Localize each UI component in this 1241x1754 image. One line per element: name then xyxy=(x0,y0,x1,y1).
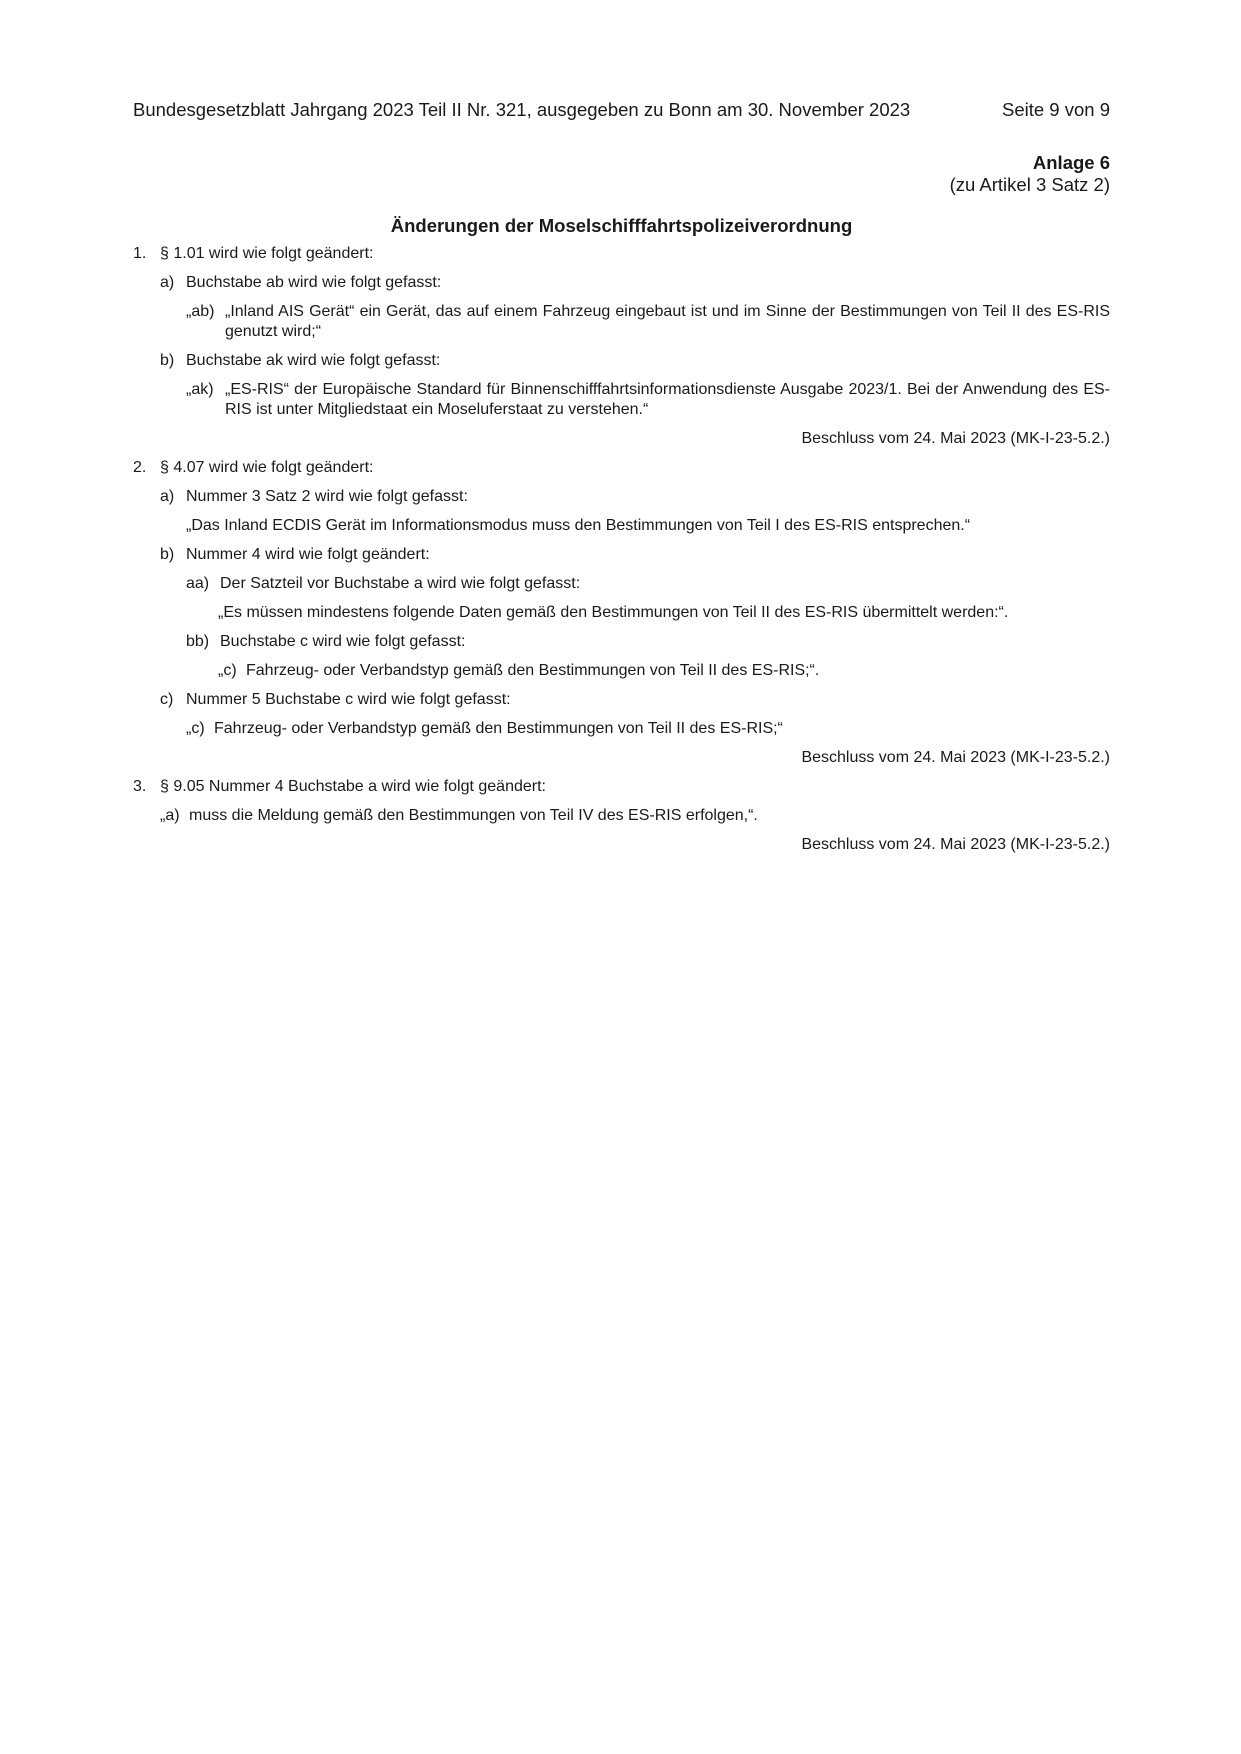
quoted-definition xyxy=(133,302,1110,342)
list-item xyxy=(133,632,1110,652)
document-body xyxy=(133,244,1110,855)
item-text: Buchstabe c wird wie folgt gefasst: xyxy=(220,633,466,650)
quoted-definition xyxy=(133,719,1110,739)
resolution-note: Beschluss vom 24. Mai 2023 (MK-I-23-5.2.) xyxy=(801,430,1110,447)
header-publication: Bundesgesetzblatt Jahrgang 2023 Teil II Nr. 321, ausgegeben zu Bonn am 30. November 2023 xyxy=(133,99,911,120)
list-item xyxy=(133,487,1110,507)
annex-subtitle: (zu Artikel 3 Satz 2) xyxy=(949,174,1110,195)
list-item xyxy=(133,351,1110,371)
page-header xyxy=(133,98,1110,122)
quote-label: „a) xyxy=(160,807,180,824)
annex-title: Anlage 6 xyxy=(1032,152,1110,173)
annex-block xyxy=(133,152,1110,196)
item-text: § 9.05 Nummer 4 Buchstabe a wird wie folgt geändert: xyxy=(160,778,546,795)
quote-label: „ak) xyxy=(186,381,214,398)
quote-label: „c) xyxy=(218,662,237,679)
item-letter: c) xyxy=(160,691,174,708)
item-text: Nummer 4 wird wie folgt geändert: xyxy=(186,546,430,563)
quote-label: „ab) xyxy=(186,303,215,320)
quoted-definition xyxy=(133,806,1110,826)
item-text: Der Satzteil vor Buchstabe a wird wie folgt gefasst: xyxy=(220,575,581,592)
list-item xyxy=(133,574,1110,594)
item-sublabel: aa) xyxy=(186,575,210,592)
item-number: 1. xyxy=(133,245,147,262)
quote-text: „Es müssen mindestens folgende Daten gemäß den Bestimmungen von Teil II des ES-RIS übermittelt werden:“. xyxy=(218,604,1009,621)
item-number: 3. xyxy=(133,778,147,795)
item-text: § 1.01 wird wie folgt geändert: xyxy=(160,245,374,262)
list-item xyxy=(133,458,1110,478)
list-item xyxy=(133,244,1110,264)
list-item xyxy=(133,273,1110,293)
quoted-definition xyxy=(133,661,1110,681)
item-text: § 4.07 wird wie folgt geändert: xyxy=(160,459,374,476)
header-page-number: Seite 9 von 9 xyxy=(1002,99,1110,120)
quoted-text xyxy=(133,516,1110,536)
resolution-note: Beschluss vom 24. Mai 2023 (MK-I-23-5.2.) xyxy=(801,749,1110,766)
item-letter: a) xyxy=(160,274,175,291)
quoted-definition xyxy=(133,380,1110,420)
item-text: Nummer 3 Satz 2 wird wie folgt gefasst: xyxy=(186,488,468,505)
item-letter: b) xyxy=(160,546,175,563)
quote-text: „Inland AIS Gerät“ ein Gerät, das auf einem Fahrzeug eingebaut ist und im Sinne der Bestimmungen von Teil II des ES-RIS genutzt wird;“ xyxy=(225,303,1110,340)
item-text: Buchstabe ab wird wie folgt gefasst: xyxy=(186,274,442,291)
list-item xyxy=(133,545,1110,565)
item-text: Nummer 5 Buchstabe c wird wie folgt gefasst: xyxy=(186,691,511,708)
list-item xyxy=(133,777,1110,797)
item-number: 2. xyxy=(133,459,147,476)
resolution-note: Beschluss vom 24. Mai 2023 (MK-I-23-5.2.) xyxy=(801,836,1110,853)
quote-text: Fahrzeug- oder Verbandstyp gemäß den Bestimmungen von Teil II des ES-RIS;“ xyxy=(214,720,783,737)
quote-text: Fahrzeug- oder Verbandstyp gemäß den Bestimmungen von Teil II des ES-RIS;“. xyxy=(246,662,820,679)
quote-label: „c) xyxy=(186,720,205,737)
quote-text: „ES-RIS“ der Europäische Standard für Binnenschifffahrtsinformationsdienste Ausgabe 2023/1. Bei der Anwendung des ES-RIS ist unter Mitgliedstaat ein Moseluferstaat zu verstehen.“ xyxy=(225,381,1110,418)
document-title: Änderungen der Moselschifffahrtspolizeiverordnung xyxy=(390,215,853,236)
item-letter: a) xyxy=(160,488,175,505)
document-page xyxy=(133,98,1110,864)
item-letter: b) xyxy=(160,352,175,369)
item-text: Buchstabe ak wird wie folgt gefasst: xyxy=(186,352,441,369)
list-item xyxy=(133,690,1110,710)
quote-text: muss die Meldung gemäß den Bestimmungen von Teil IV des ES-RIS erfolgen,“. xyxy=(189,807,758,824)
quoted-text xyxy=(133,603,1110,623)
quote-text: „Das Inland ECDIS Gerät im Informationsmodus muss den Bestimmungen von Teil I des ES-RIS entsprechen.“ xyxy=(186,517,971,534)
item-sublabel: bb) xyxy=(186,633,210,650)
